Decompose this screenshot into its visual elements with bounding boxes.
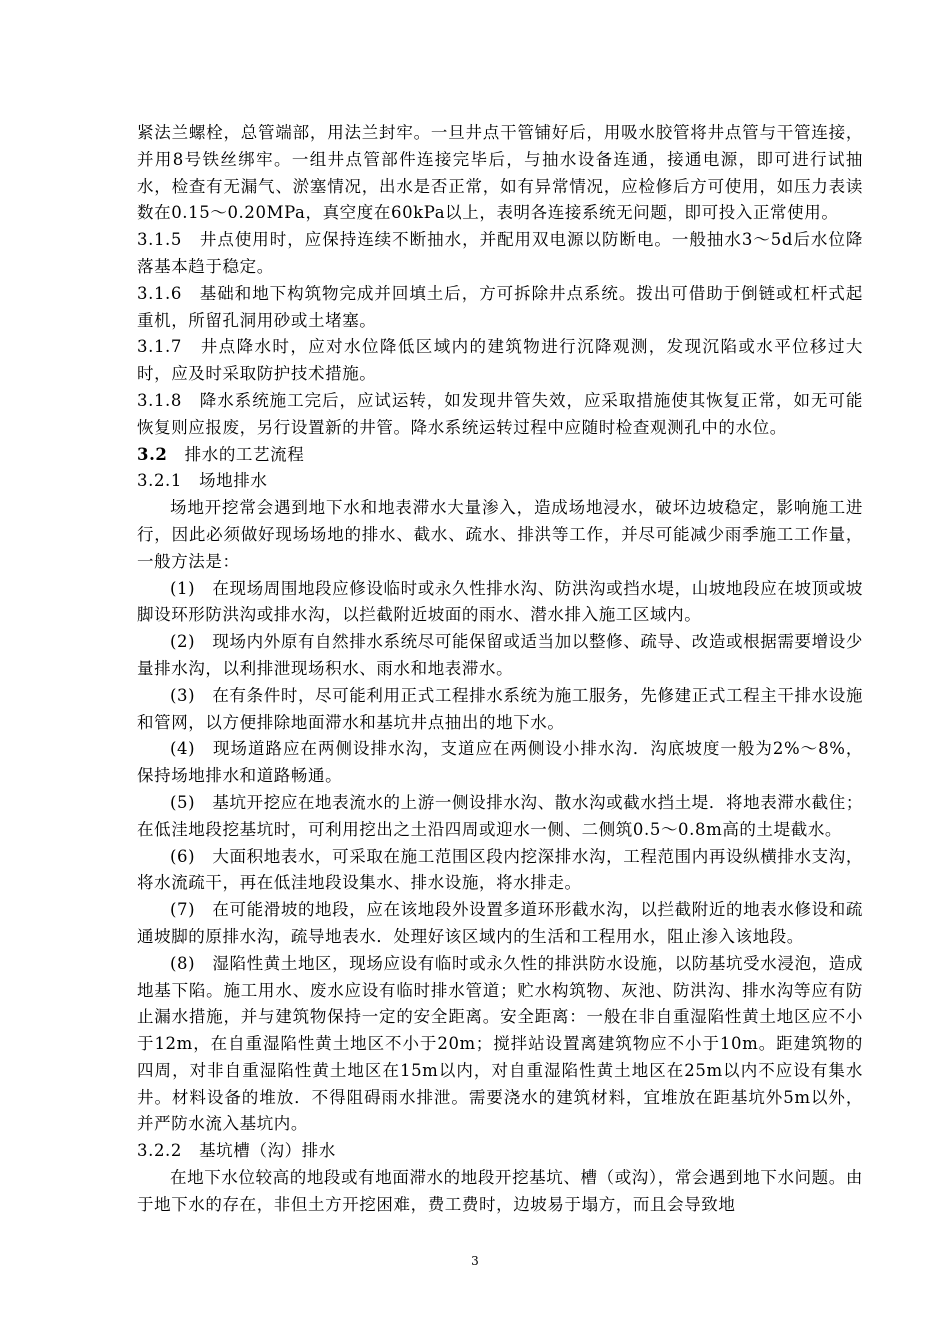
list-item: (1) 在现场周围地段应修设临时或永久性排水沟、防洪沟或挡水堤，山坡地段应在坡顶或坡脚设环形防洪沟或排水沟，以拦截附近坡面的雨水、潜水排入施工区域内。: [137, 578, 863, 625]
list-item: (3) 在有条件时，尽可能利用正式工程排水系统为施工服务，先修建正式工程主干排水设施和管网，以方便排除地面滞水和基坑井点抽出的地下水。: [137, 685, 863, 732]
section-title: 排水的工艺流程: [167, 444, 305, 464]
list-item: (8) 湿陷性黄土地区，现场应设有临时或永久性的排洪防水设施，以防基坑受水浸泡，造成地基下陷。施工用水、废水应设有临时排水管道；贮水构筑物、灰池、防洪沟、排水沟等应有防止漏水措施，并与建筑物保持一定的安全距离。安全距离：一般在非自重湿陷性黄土地区应不小于12m，在自重湿陷性黄土地区不小于20m；搅拌站设置离建筑物应不小于10m。距建筑物的四周，对非自重湿陷性黄土地区在15m以内，对自重湿陷性黄土地区在25m以内不应设有集水井。材料设备的堆放．不得阻碍雨水排泄。需要浇水的建筑材料，宜堆放在距基坑外5m以外，并严防水流入基坑内。: [137, 953, 863, 1134]
list-item: (4) 现场道路应在两侧设排水沟，支道应在两侧设小排水沟．沟底坡度一般为2%～8%，保持场地排水和道路畅通。: [137, 739, 863, 786]
subsection-intro-3-2-2: 在地下水位较高的地段或有地面滞水的地段开挖基坑、槽（或沟），常会遇到地下水问题。由于地下水的存在，非但土方开挖困难，费工费时，边坡易于塌方，而且会导致地: [137, 1168, 863, 1214]
clause-3-1-8: 3.1.8 降水系统施工完后，应试运转，如发现井管失效，应采取措施使其恢复正常，如无可能恢复则应报废，另行设置新的井管。降水系统运转过程中应随时检查观测孔中的水位。: [137, 390, 863, 437]
subsection-heading-3-2-2: 3.2.2 基坑槽（沟）排水: [137, 1141, 336, 1161]
section-heading-3-2: [137, 442, 863, 469]
page-body: [137, 120, 863, 1219]
list-item: (6) 大面积地表水，可采取在施工范围区段内挖深排水沟，工程范围内再设纵横排水支沟，将水流疏干，再在低洼地段设集水、排水设施，将水排走。: [137, 846, 863, 893]
paragraph-continuation: 紧法兰螺栓，总管端部，用法兰封牢。一旦井点干管铺好后，用吸水胶管将井点管与干管连接，并用8号铁丝绑牢。一组井点管部件连接完毕后，与抽水设备连通，接通电源，即可进行试抽水，检查有无漏气、淤塞情况，出水是否正常，如有异常情况，应检修后方可使用，如压力表读数在0.15～0.20MPa，真空度在60kPa以上，表明各连接系统无问题，即可投入正常使用。: [137, 123, 863, 223]
list-item: (2) 现场内外原有自然排水系统尽可能保留或适当加以整修、疏导、改造或根据需要增设少量排水沟，以利排泄现场积水、雨水和地表滞水。: [137, 632, 863, 678]
clause-3-1-6: 3.1.6 基础和地下构筑物完成并回填土后，方可拆除井点系统。拨出可借助于倒链或杠杆式起重机，所留孔洞用砂或土堵塞。: [137, 283, 863, 330]
clause-3-1-5: 3.1.5 井点使用时，应保持连续不断抽水，并配用双电源以防断电。一般抽水3～5d后水位降落基本趋于稳定。: [137, 230, 863, 276]
list-item: (5) 基坑开挖应在地表流水的上游一侧设排水沟、散水沟或截水挡土堤．将地表滞水截住；在低洼地段挖基坑时，可利用挖出之土沿四周或迎水一侧、二侧筑0.5～0.8m高的土堤截水。: [137, 792, 863, 839]
subsection-heading-3-2-1: 3.2.1 场地排水: [137, 471, 268, 491]
list-item: (7) 在可能滑坡的地段，应在该地段外设置多道环形截水沟，以拦截附近的地表水修设和疏通坡脚的原排水沟，疏导地表水．处理好该区域内的生活和工程用水，阻止渗入该地段。: [137, 900, 863, 946]
section-number: 3.2: [137, 444, 168, 464]
page-number: 3: [471, 1254, 479, 1268]
subsection-intro: 场地开挖常会遇到地下水和地表滞水大量渗入，造成场地浸水，破坏边坡稳定，影响施工进行，因此必须做好现场场地的排水、截水、疏水、排洪等工作，并尽可能减少雨季施工工作量，一般方法是：: [137, 498, 863, 571]
clause-3-1-7: 3.1.7 井点降水时，应对水位降低区域内的建筑物进行沉降观测，发现沉陷或水平位移过大时，应及时采取防护技术措施。: [137, 337, 863, 384]
